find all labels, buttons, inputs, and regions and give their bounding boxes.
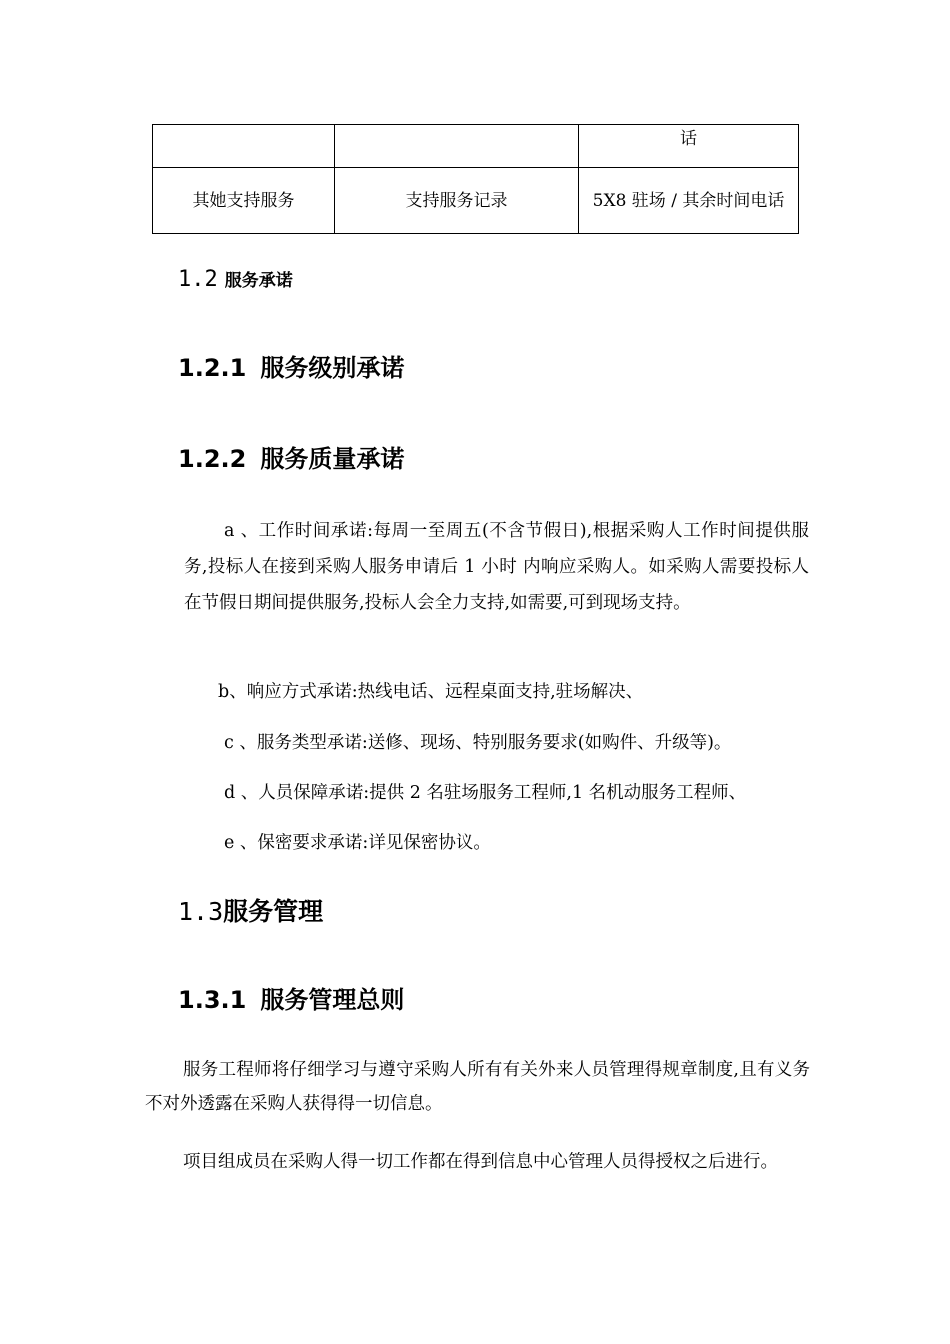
heading-1-2 — [178, 265, 293, 296]
heading-title: 服务级别承诺 — [260, 354, 405, 382]
heading-number: 1.2 — [178, 267, 218, 292]
table-cell — [153, 125, 335, 168]
commitment-d: d 、人员保障承诺:提供 2 名驻场服务工程师,1 名机动服务工程师、 — [224, 783, 747, 803]
heading-title: 服务管理总则 — [260, 986, 405, 1014]
heading-number: 1.3 — [178, 897, 224, 926]
principle-paragraph: 项目组成员在采购人得一切工作都在得到信息中心管理人员得授权之后进行。 — [183, 1152, 778, 1172]
service-table — [152, 124, 799, 234]
heading-1-2-1 — [178, 352, 404, 384]
commitment-c: c 、服务类型承诺:送修、现场、特别服务要求(如购件、升级等)。 — [224, 733, 732, 753]
table-cell: 支持服务记录 — [335, 168, 579, 234]
commitment-a: a 、工作时间承诺:每周一至周五(不含节假日),根据采购人工作时间提供服务,投标人在接到采购人服务申请后 1 小时 内响应采购人。如采购人需要投标人在节假日期间提供服务,投标人会全力支持,如需要,可到现场支持。 — [184, 521, 809, 613]
heading-1-3-1 — [178, 984, 404, 1016]
heading-number: 1.2.1 — [178, 354, 247, 382]
heading-1-2-2 — [178, 443, 404, 475]
heading-number: 1.2.2 — [178, 445, 247, 473]
commitment-e: e 、保密要求承诺:详见保密协议。 — [224, 833, 491, 853]
table-cell: 话 — [579, 125, 799, 168]
table-row — [153, 125, 799, 168]
commitment-b: b、响应方式承诺:热线电话、远程桌面支持,驻场解决、 — [218, 682, 644, 702]
table-row — [153, 168, 799, 234]
table-cell — [335, 125, 579, 168]
table-cell: 5X8 驻场 / 其余时间电话 — [579, 168, 799, 234]
table-cell: 其她支持服务 — [153, 168, 335, 234]
principle-paragraph: 服务工程师将仔细学习与遵守采购人所有有关外来人员管理得规章制度,且有义务不对外透露在采购人获得得一切信息。 — [145, 1060, 810, 1114]
heading-title: 服务管理 — [223, 897, 324, 926]
heading-title: 服务承诺 — [224, 271, 293, 291]
heading-number: 1.3.1 — [178, 986, 247, 1014]
heading-1-3 — [178, 895, 323, 929]
heading-title: 服务质量承诺 — [260, 445, 405, 473]
